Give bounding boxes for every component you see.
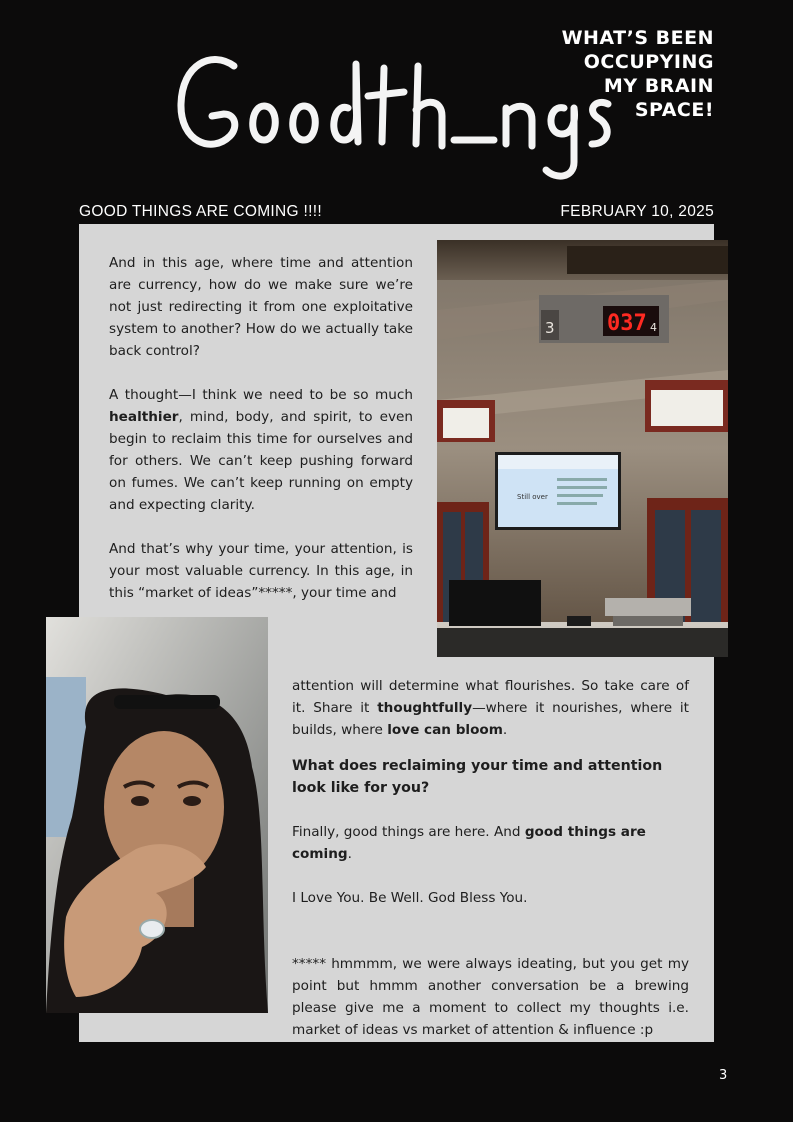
goodthings-logo bbox=[172, 44, 622, 184]
footnote: ***** hmmmm, we were always ideating, but you get my point but hmmm another conversation be a brewing please give me a moment to collect my thoughts i.e. market of ideas vs market of attention & influence :p bbox=[292, 956, 689, 1038]
page-number: 3 bbox=[719, 1068, 728, 1083]
counter-display: 037 bbox=[607, 311, 647, 336]
article-column-2 bbox=[292, 675, 689, 1041]
tagline-line: SPACE! bbox=[634, 99, 714, 121]
article-column-1 bbox=[109, 252, 413, 626]
tagline-line: OCCUPYING bbox=[583, 51, 714, 73]
selfie-photo bbox=[46, 617, 268, 1013]
station-photo bbox=[437, 240, 728, 657]
section-heading: GOOD THINGS ARE COMING !!!! bbox=[79, 203, 322, 220]
paragraph: And in this age, where time and attention are currency, how do we make sure we’re not just redirecting it from one exploitative system to another? How do we actually take back control? bbox=[109, 255, 413, 359]
paragraph: And that’s why your time, your attention, is your most valuable currency. In this age, in this “market of ideas”*****, your time and bbox=[109, 541, 413, 601]
counter-right-number: 4 bbox=[650, 321, 657, 334]
tv-screen-text: Still over bbox=[517, 493, 548, 501]
sign-off: I Love You. Be Well. God Bless You. bbox=[292, 890, 528, 906]
paragraph: Finally, good things are here. And good things are coming. bbox=[292, 824, 646, 862]
question-heading: What does reclaiming your time and attention look like for you? bbox=[292, 758, 663, 796]
paragraph: A thought—I think we need to be so much healthier, mind, body, and spirit, to even begin to reclaim this time for ourselves and for others. We can’t keep pushing forward on fumes. We can’t keep running on empty and expecting clarity. bbox=[109, 387, 413, 513]
tagline-line: MY BRAIN bbox=[603, 75, 714, 97]
issue-date: FEBRUARY 10, 2025 bbox=[560, 203, 714, 220]
tagline-line: WHAT’S BEEN bbox=[561, 27, 714, 49]
counter-left-number: 3 bbox=[545, 319, 555, 337]
tagline bbox=[562, 26, 714, 122]
paragraph: attention will determine what flourishes. So take care of it. Share it thoughtfully—where it nourishes, where it builds, where love can bloom. bbox=[292, 678, 689, 738]
